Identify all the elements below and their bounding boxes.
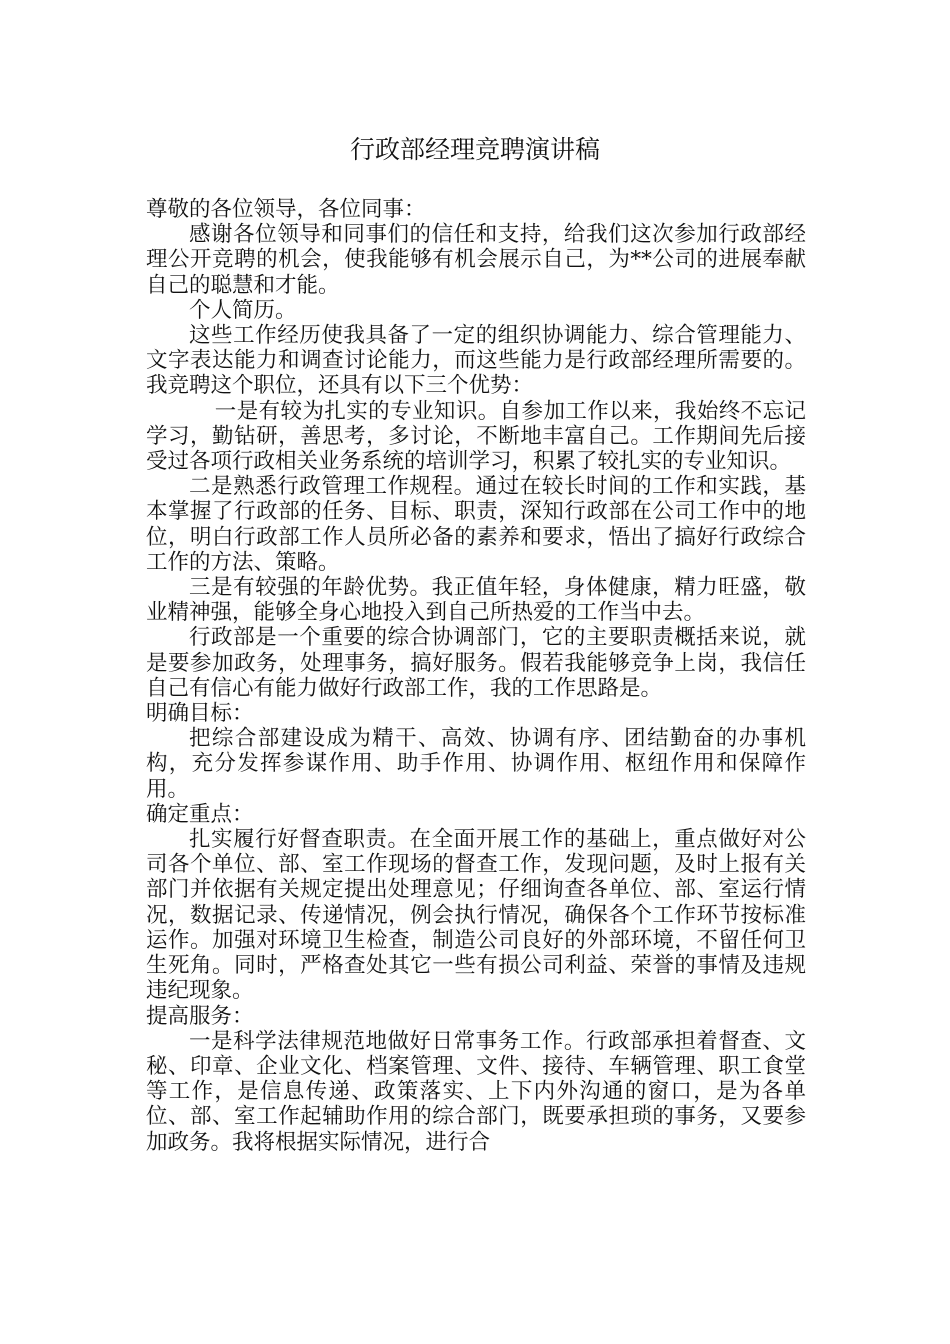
focus-heading-paragraph: 确定重点： — [146, 801, 254, 827]
service-paragraph: 一是科学法律规范地做好日常事务工作。行政部承担着督查、文秘、印章、企业文化、档案管理、文件、接待、车辆管理、职工食堂等工作，是信息传递、政策落实、上下内外沟通的窗口，是为各单位、部、室工作起辅助作用的综合部门，既要承担琐的事务，又要参加政务。我将根据实际情况，进行合 — [146, 1028, 806, 1155]
document-body — [146, 197, 806, 1155]
advantage-one-paragraph: 一是有较为扎实的专业知识。自参加工作以来，我始终不忘记学习，勤钻研，善思考，多讨论，不断地丰富自己。工作期间先后接受过各项行政相关业务系统的培训学习，积累了较扎实的专业知识。 — [146, 398, 806, 475]
department-role-paragraph: 行政部是一个重要的综合协调部门，它的主要职责概括来说，就是要参加政务，处理事务，搞好服务。假若我能够竞争上岗，我信任自己有信心有能力做好行政部工作，我的工作思路是。 — [146, 625, 806, 701]
document-title: 行政部经理竞聘演讲稿 — [349, 135, 600, 164]
salutation-paragraph: 尊敬的各位领导，各位同事： — [146, 197, 426, 222]
goal-heading-paragraph: 明确目标： — [146, 701, 254, 727]
thanks-paragraph: 感谢各位领导和同事们的信任和支持，给我们这次参加行政部经理公开竞聘的机会，使我能够有机会展示自己，为**公司的进展奉献自己的聪慧和才能。 — [146, 222, 806, 298]
focus-paragraph: 扎实履行好督查职责。在全面开展工作的基础上，重点做好对公司各个单位、部、室工作现场的督查工作，发现问题，及时上报有关部门并依据有关规定提出处理意见；仔细询查各单位、部、室运行情况，数据记录、传递情况，例会执行情况，确保各个工作环节按标准运作。加强对环境卫生检查，制造公司良好的外部环境，不留任何卫生死角。同时，严格查处其它一些有损公司利益、荣誉的事情及违规违纪现象。 — [146, 827, 806, 1004]
advantage-two-paragraph: 二是熟悉行政管理工作规程。通过在较长时间的工作和实践，基本掌握了行政部的任务、目标、职责，深知行政部在公司工作中的地位，明白行政部工作人员所必备的素养和要求，悟出了搞好行政综合工作的方法、策略。 — [146, 474, 806, 575]
service-heading-paragraph: 提高服务： — [146, 1003, 254, 1029]
resume-heading-paragraph: 个人简历。 — [189, 297, 297, 323]
abilities-paragraph: 这些工作经历使我具备了一定的组织协调能力、综合管理能力、文字表达能力和调查讨论能力，而这些能力是行政部经理所需要的。我竞聘这个职位，还具有以下三个优势： — [146, 323, 806, 399]
goal-paragraph: 把综合部建设成为精干、高效、协调有序、团结勤奋的办事机构，充分发挥参谋作用、助手作用、协调作用、枢纽作用和保障作用。 — [146, 726, 806, 802]
advantage-three-paragraph: 三是有较强的年龄优势。我正值年轻，身体健康，精力旺盛，敬业精神强，能够全身心地投入到自己所热爱的工作当中去。 — [146, 575, 806, 626]
